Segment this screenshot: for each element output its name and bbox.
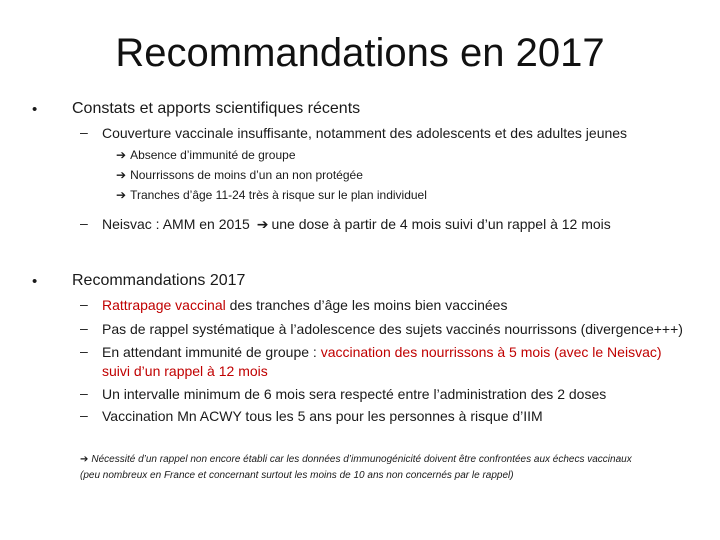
section-heading-constats: Constats et apports scientifiques récents <box>72 100 361 117</box>
dash: – <box>80 385 88 401</box>
arrow-right-icon: ➔ <box>116 188 127 202</box>
item-rappel-adolescence: Pas de rappel systématique à l’adolescence des sujets vaccinés nourrissons (divergence+++) <box>102 321 683 337</box>
subitem-1: ➔ Absence d’immunité de groupe <box>116 145 296 165</box>
section-heading-recommandations: Recommandations 2017 <box>72 272 246 289</box>
subitem-3: ➔ Tranches d’âge 11-24 très à risque sur le plan individuel <box>116 185 427 205</box>
dash: – <box>80 215 88 231</box>
arrow-right-icon: ➔ <box>80 454 89 465</box>
dash: – <box>80 320 88 336</box>
arrow-right-icon: ➔ <box>116 148 127 162</box>
item-immunite-groupe: En attendant immunité de groupe : vaccination des nourrissons à 5 mois (avec le Neisvac) <box>102 344 662 360</box>
item-couverture: Couverture vaccinale insuffisante, notamment des adolescents et des adultes jeunes <box>102 125 628 141</box>
slide-title: Recommandations en 2017 <box>115 31 605 75</box>
arrow-right-icon: ➔ <box>116 168 127 182</box>
emphasis-text: Rattrapage vaccinal <box>102 297 226 313</box>
item-immunite-groupe-cont: suivi d’un rappel à 12 mois <box>102 363 268 379</box>
footnote <box>80 452 700 484</box>
emphasis-text: vaccination des nourrissons à 5 mois (avec le Neisvac) <box>320 344 662 360</box>
dash: – <box>80 407 88 423</box>
footnote-line-2: (peu nombreux en France et concernant surtout les moins de 10 ans non concernés par le rappel) <box>80 470 514 481</box>
dash: – <box>80 343 88 359</box>
item-vaccination-acwy: Vaccination Mn ACWY tous les 5 ans pour les personnes à risque d’IIM <box>102 408 543 424</box>
item-rattrapage: Rattrapage vaccinal des tranches d’âge les moins bien vaccinées <box>102 297 508 313</box>
dash: – <box>80 124 88 140</box>
subitem-2: ➔ Nourrissons de moins d’un an non protégée <box>116 165 363 185</box>
item-neisvac: Neisvac : AMM en 2015 ➔ une dose à partir de 4 mois suivi d’un rappel à 12 mois <box>102 216 611 232</box>
arrow-right-icon: ➔ <box>256 216 269 232</box>
dash: – <box>80 296 88 312</box>
bullet: • <box>32 273 38 290</box>
item-intervalle: Un intervalle minimum de 6 mois sera respecté entre l’administration des 2 doses <box>102 386 607 402</box>
footnote-line-1: ➔ Nécessité d’un rappel non encore établi car les données d’immunogénicité doivent être confrontées aux échecs vaccinaux <box>80 452 700 468</box>
bullet: • <box>32 101 38 118</box>
